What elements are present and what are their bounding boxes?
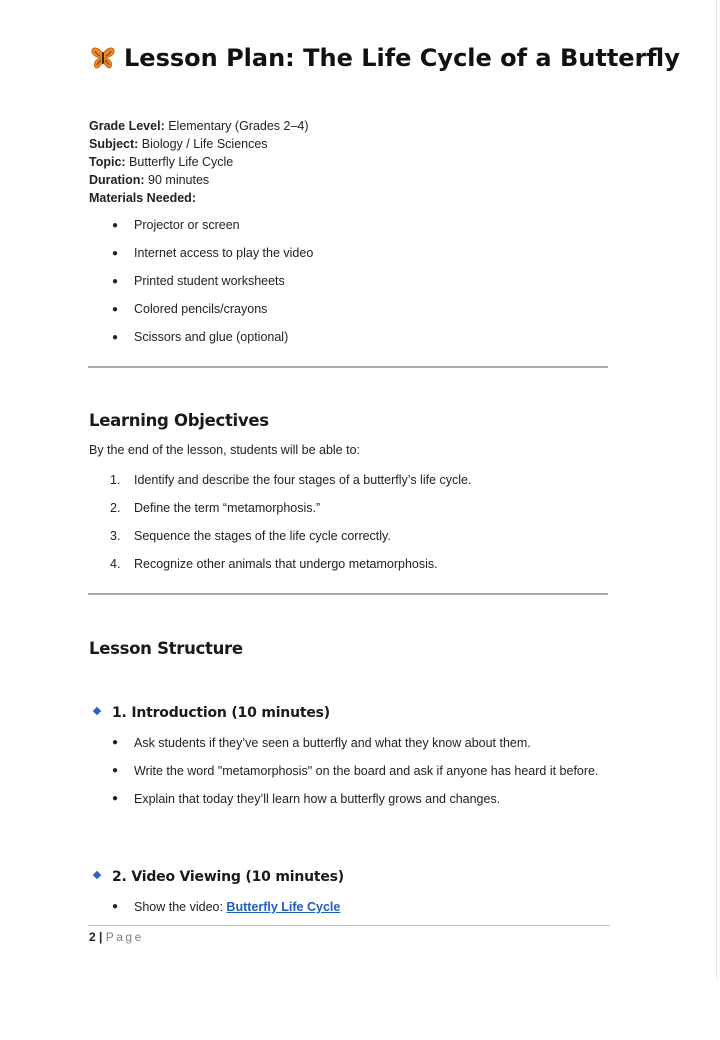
list-item: ● Internet access to play the video [112,243,313,271]
objectives-list [110,470,471,582]
page-number: 2 [89,930,96,944]
list-item: ● Ask students if they’ve seen a butterfly and what they know about them. [112,736,531,750]
objectives-intro: By the end of the lesson, students will be able to: [89,443,361,457]
list-item: 2. Define the term “metamorphosis.” [110,501,321,515]
section-heading-video: 2. Video Viewing (10 minutes) [94,869,344,885]
butterfly-icon [90,46,116,76]
diamond-bullet-icon [93,707,101,715]
list-item: ● Projector or screen [112,215,313,243]
page-edge [716,0,717,980]
footer-divider [88,925,610,926]
page-label: Page [105,930,144,944]
detail-topic: Topic: Butterfly Life Cycle [89,155,234,169]
title-text: Lesson Plan: The Life Cycle of a Butterfly [124,44,680,72]
list-item: 3. Sequence the stages of the life cycle correctly. [110,529,391,543]
bullet-icon: ● [112,220,119,231]
list-item: ● Scissors and glue (optional) [112,327,313,355]
bullet-icon: ● [112,901,119,912]
list-item: ● Write the word "metamorphosis" on the board and ask if anyone has heard it before. [112,764,599,778]
bullet-icon: ● [112,276,119,287]
bullet-icon: ● [112,332,119,343]
introduction-steps [112,734,612,818]
diamond-bullet-icon [93,871,101,879]
list-item: 1. Identify and describe the four stages of a butterfly’s life cycle. [110,473,472,487]
objectives-heading: Learning Objectives [89,411,269,430]
bullet-icon: ● [112,765,119,776]
list-item: 4. Recognize other animals that undergo metamorphosis. [110,557,438,571]
detail-duration: Duration: 90 minutes [89,173,210,187]
page-title [90,44,680,76]
detail-subject: Subject: Biology / Life Sciences [89,137,268,151]
bullet-icon: ● [112,737,119,748]
bullet-icon: ● [112,793,119,804]
structure-heading: Lesson Structure [89,639,243,658]
video-link[interactable]: Butterfly Life Cycle [226,900,341,914]
detail-grade: Grade Level: Elementary (Grades 2–4) [89,119,309,133]
materials-list [112,215,313,355]
section-divider [88,366,608,368]
video-steps [112,898,612,926]
list-item: ● Show the video: Butterfly Life Cycle [112,900,341,914]
lesson-details [89,117,309,207]
list-item: ● Colored pencils/crayons [112,299,313,327]
section-divider [88,593,608,595]
detail-materials: Materials Needed: [89,191,196,205]
page-footer: 2 | Page [89,930,144,944]
bullet-icon: ● [112,248,119,259]
list-item: ● Explain that today they’ll learn how a butterfly grows and changes. [112,792,501,806]
bullet-icon: ● [112,304,119,315]
list-item: ● Printed student worksheets [112,271,313,299]
section-heading-introduction: 1. Introduction (10 minutes) [94,705,330,721]
